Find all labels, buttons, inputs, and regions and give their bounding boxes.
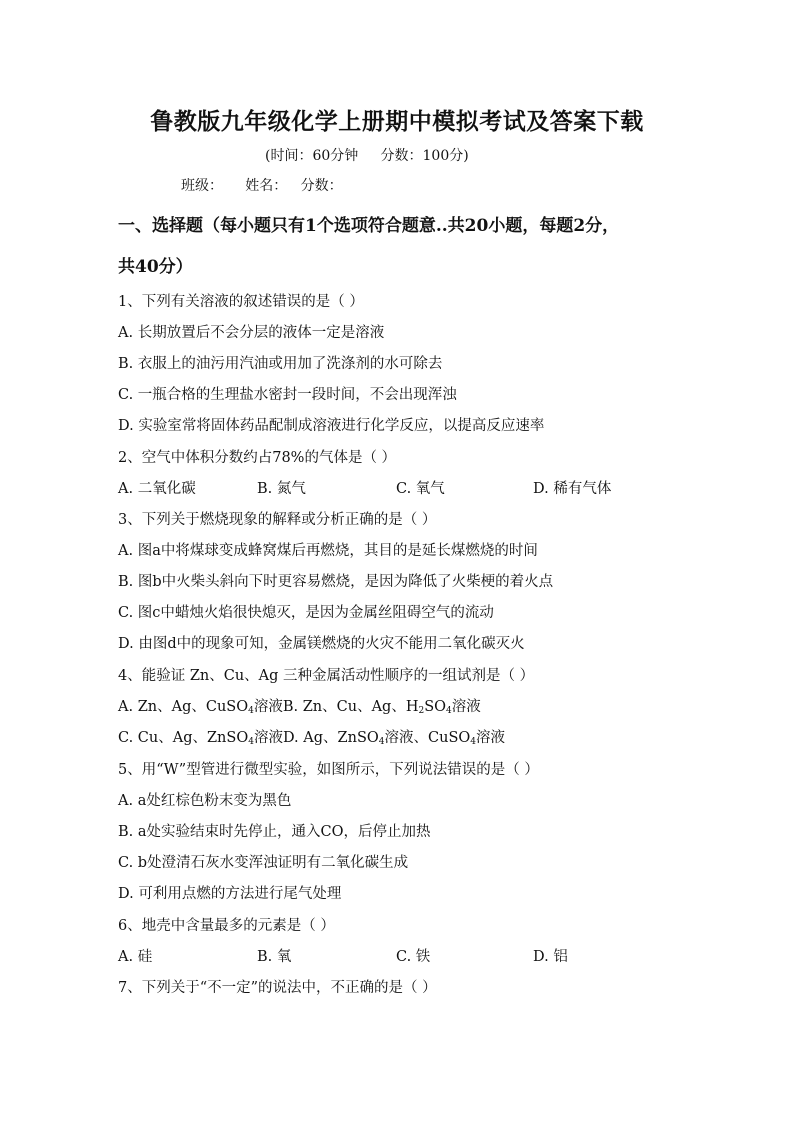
option-d-text: D. Ag、ZnSO <box>282 730 379 746</box>
exam-time-score: (时间：60分钟 分数：100分) <box>265 148 469 164</box>
question-6-option-d: D. 铝 <box>533 949 568 965</box>
question-2-stem: 2、空气中体积分数约占78%的气体是（ ） <box>118 450 397 466</box>
question-2-option-a: A. 二氧化碳 <box>118 481 196 497</box>
question-5-option-b: B. a处实验结束时先停止，通入CO，后停止加热 <box>118 824 431 840</box>
subscript: 4 <box>248 706 254 716</box>
question-7-stem: 7、下列关于“不一定”的说法中，不正确的是（ ） <box>118 980 437 996</box>
question-1-option-a: A. 长期放置后不会分层的液体一定是溶液 <box>118 325 385 341</box>
question-3-option-c: C. 图c中蜡烛火焰很快熄灭，是因为金属丝阻碍空气的流动 <box>118 605 494 621</box>
subscript: 4 <box>248 737 254 747</box>
section-heading-line2: 共40分） <box>118 257 193 277</box>
question-2-option-c: C. 氧气 <box>396 481 445 497</box>
question-6-stem: 6、地壳中含量最多的元素是（ ） <box>118 918 335 934</box>
question-1-option-d: D. 实验室常将固体药品配制成溶液进行化学反应，以提高反应速率 <box>118 418 545 434</box>
question-5-option-c: C. b处澄清石灰水变浑浊证明有二氧化碳生成 <box>118 855 409 871</box>
subscript: 4 <box>470 737 477 747</box>
option-b-text: B. Zn、Cu、Ag、H <box>282 699 419 715</box>
subscript: 4 <box>378 737 385 747</box>
subscript: 2 <box>418 706 425 716</box>
subscript: 4 <box>446 706 452 716</box>
question-3-option-b: B. 图b中火柴头斜向下时更容易燃烧，是因为降低了火柴梗的着火点 <box>118 574 554 590</box>
question-4-stem: 4、能验证 Zn、Cu、Ag 三种金属活动性顺序的一组试剂是（ ） <box>118 668 535 684</box>
question-2-option-d: D. 稀有气体 <box>533 481 612 497</box>
option-c-text: C. Cu、Ag、ZnSO <box>118 730 249 746</box>
question-5-option-a: A. a处红棕色粉末变为黑色 <box>118 793 292 809</box>
student-info-line: 班级： 姓名： 分数： <box>181 178 343 194</box>
question-1-option-b: B. 衣服上的油污用汽油或用加了洗涤剂的水可除去 <box>118 356 443 372</box>
section-heading-line1: 一、选择题（每小题只有1个选项符合题意..共20小题，每题2分， <box>118 216 620 236</box>
option-d-mid: 溶液、CuSO <box>384 730 471 746</box>
question-6-option-a: A. 硅 <box>118 949 153 965</box>
question-3-option-a: A. 图a中将煤球变成蜂窝煤后再燃烧，其目的是延长煤燃烧的时间 <box>118 543 538 559</box>
option-b-suffix: 溶液 <box>451 699 481 715</box>
question-5-option-d: D. 可利用点燃的方法进行尾气处理 <box>118 886 342 902</box>
question-3-option-d: D. 由图d中的现象可知，金属镁燃烧的火灾不能用二氧化碳灭火 <box>118 636 525 652</box>
question-3-stem: 3、下列关于燃烧现象的解释或分析正确的是（ ） <box>118 512 437 528</box>
document-title: 鲁教版九年级化学上册期中模拟考试及答案下载 <box>150 108 644 135</box>
option-d-suffix: 溶液 <box>476 730 506 746</box>
option-c-suffix: 溶液 <box>253 730 283 746</box>
question-6-option-b: B. 氧 <box>257 949 292 965</box>
question-4-options-line2 <box>118 726 505 747</box>
question-2-option-b: B. 氮气 <box>257 481 306 497</box>
question-1-stem: 1、下列有关溶液的叙述错误的是（ ） <box>118 294 364 310</box>
question-4-options-line1 <box>118 695 481 716</box>
question-5-stem: 5、用“W”型管进行微型实验，如图所示，下列说法错误的是（ ） <box>118 762 539 778</box>
question-6-option-c: C. 铁 <box>396 949 431 965</box>
option-b-mid: SO <box>424 699 447 715</box>
option-a-text: A. Zn、Ag、CuSO <box>118 699 249 715</box>
option-a-suffix: 溶液 <box>253 699 283 715</box>
question-1-option-c: C. 一瓶合格的生理盐水密封一段时间，不会出现浑浊 <box>118 387 457 403</box>
